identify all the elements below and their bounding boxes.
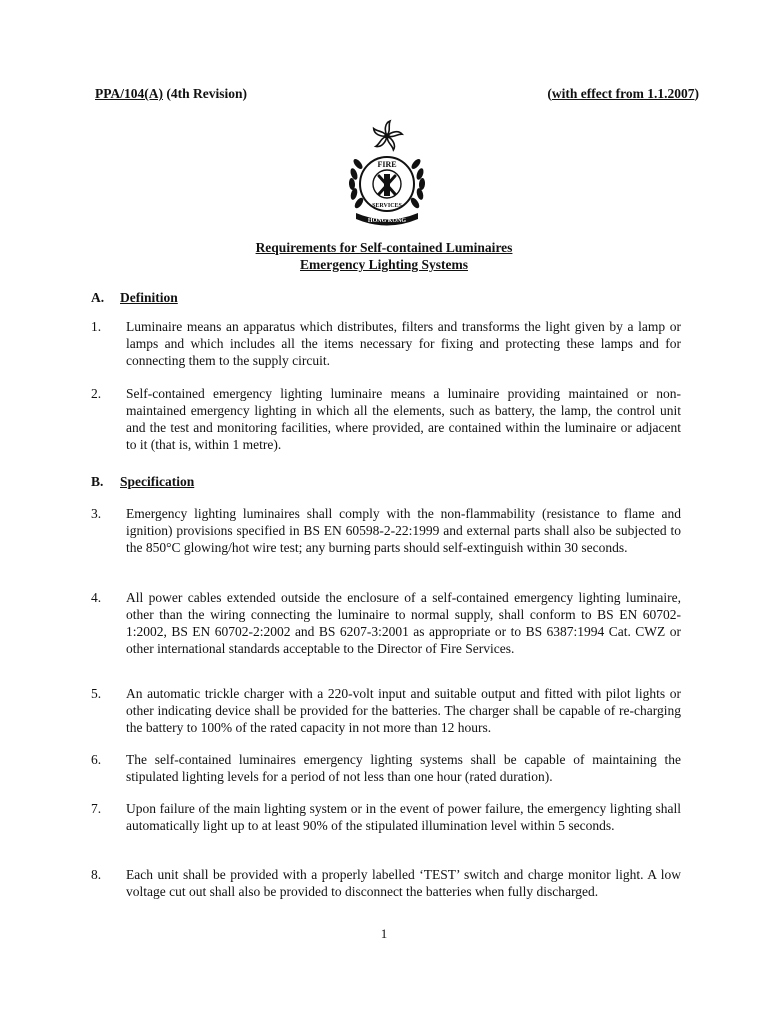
list-item <box>91 318 681 369</box>
list-item <box>91 505 681 556</box>
item-number: 6. <box>91 752 102 767</box>
effective-date-open: ( <box>547 86 552 101</box>
section-title: Definition <box>120 290 178 305</box>
effective-date-close: ) <box>694 86 699 101</box>
emblem-hong-kong-text: HONG KONG <box>367 218 407 224</box>
section-a-heading <box>91 290 178 306</box>
list-item <box>91 385 681 453</box>
item-number: 2. <box>91 386 102 401</box>
item-number: 4. <box>91 590 102 605</box>
list-item <box>91 589 681 657</box>
revision-label: (4th Revision) <box>166 86 247 101</box>
item-text: Luminaire means an apparatus which distributes, filters and transforms the light given by a lamp or lamps and which includes all the items necessary for fixing and protecting these lamps and for connecting them to the supply circuit. <box>126 319 681 368</box>
section-b-heading <box>91 474 194 490</box>
document-title-line-2: Emergency Lighting Systems <box>300 257 468 272</box>
section-letter: A. <box>91 290 105 305</box>
item-number: 1. <box>91 319 102 334</box>
emblem-fire-text: FIRE <box>377 160 397 169</box>
document-title-line-1: Requirements for Self-contained Luminaires <box>255 240 513 255</box>
reference-code: PPA/104(A) <box>95 86 163 101</box>
item-text: All power cables extended outside the enclosure of a self-contained emergency lighting luminaire, other than the wiring connecting the luminaire to normal supply, shall conform to BS EN 60702-1:2002, BS EN 60702-2:2002 and BS 6207-3:2001 as appropriate or to BS 6387:1994 Cat. CWZ or other international standards acceptable to the Director of Fire Services. <box>126 590 681 656</box>
section-letter: B. <box>91 474 104 489</box>
list-item <box>91 866 681 900</box>
item-text: Self-contained emergency lighting luminaire means a luminaire providing maintained or non-maintained emergency lighting in which all the elements, such as battery, the lamp, the control unit and the test and monitoring facilities, where provided, are contained within the luminaire or adjacent to it (that is, within 1 metre). <box>126 386 681 452</box>
list-item <box>91 751 681 785</box>
item-number: 8. <box>91 867 102 882</box>
item-text: Emergency lighting luminaires shall comply with the non-flammability (resistance to flame and ignition) provisions specified in BS EN 60598-2-22:1999 and external parts shall also be subjected to the 850°C glowing/hot wire test; any burning parts should self-extinguish within 30 seconds. <box>126 506 681 555</box>
item-number: 7. <box>91 801 102 816</box>
fire-services-emblem-icon <box>344 118 430 228</box>
effective-date-text: with effect from 1.1.2007 <box>551 86 695 101</box>
document-reference <box>95 86 247 102</box>
item-number: 5. <box>91 686 102 701</box>
emblem-services-text: SERVICES <box>372 203 402 209</box>
item-text: Each unit shall be provided with a properly labelled ‘TEST’ switch and charge monitor light. A low voltage cut out shall also be provided to disconnect the batteries when fully discharged. <box>126 867 681 899</box>
list-item <box>91 800 681 834</box>
item-text: Upon failure of the main lighting system or in the event of power failure, the emergency lighting shall automatically light up to at least 90% of the stipulated illumination level within 5 seconds. <box>126 801 681 833</box>
section-title: Specification <box>120 474 195 489</box>
list-item <box>91 685 681 736</box>
page-number: 1 <box>380 926 388 941</box>
effective-date <box>547 86 699 102</box>
item-text: The self-contained luminaires emergency lighting systems shall be capable of maintaining the stipulated lighting levels for a period of not less than one hour (rated duration). <box>126 752 681 784</box>
item-number: 3. <box>91 506 102 521</box>
item-text: An automatic trickle charger with a 220-volt input and suitable output and fitted with pilot lights or other indicating device shall be provided for the batteries. The charger shall be capable of re-charging the battery to 100% of the rated capacity in not more than 12 hours. <box>126 686 681 735</box>
